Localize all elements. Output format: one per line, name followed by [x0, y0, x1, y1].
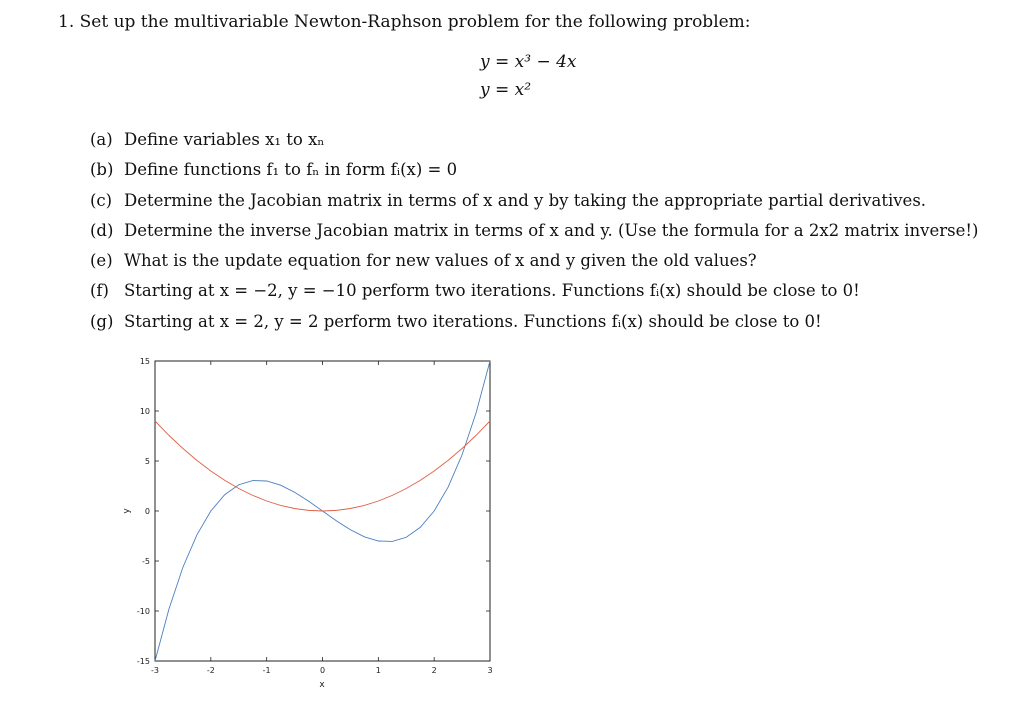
- x-tick-label: -1: [262, 666, 271, 675]
- part-text: What is the update equation for new values of x and y given the old values?: [124, 251, 757, 271]
- part-text: Determine the inverse Jacobian matrix in terms of x and y. (Use the formula for a 2x2 matrix inverse!): [124, 220, 979, 240]
- equation-square: y = x²: [480, 80, 532, 100]
- part-text: Determine the Jacobian matrix in terms of x and y by taking the appropriate partial derivatives.: [124, 190, 927, 210]
- y-tick-label: -10: [136, 607, 150, 616]
- part-text: Define variables x₁ to xₙ: [124, 130, 325, 149]
- y-tick-label: 0: [144, 507, 150, 516]
- y-tick-label: 15: [139, 357, 150, 366]
- y-tick-label: -5: [142, 557, 150, 566]
- x-tick-label: 1: [375, 666, 381, 675]
- part-label: (c): [90, 190, 113, 210]
- y-tick-label: 10: [139, 407, 150, 416]
- x-tick-label: -2: [206, 666, 215, 675]
- y-axis-label: y: [122, 508, 132, 514]
- part-text: Starting at x = −2, y = −10 perform two iterations. Functions fᵢ(x) should be close to 0!: [124, 281, 860, 301]
- part-label: (g): [90, 311, 114, 331]
- part-label: (e): [90, 251, 113, 271]
- x-axis-label: x: [319, 680, 325, 690]
- x-tick-label: -3: [151, 666, 159, 675]
- x-tick-label: 2: [431, 666, 437, 675]
- problem-heading: 1. Set up the multivariable Newton-Raphson problem for the following problem:: [58, 12, 751, 32]
- x-tick-label: 3: [487, 666, 493, 675]
- part-label: (a): [90, 130, 113, 149]
- part-label: (d): [90, 220, 114, 240]
- equation-cubic: y = x³ − 4x: [480, 52, 577, 72]
- part-text: Define functions f₁ to fₙ in form fᵢ(x) = 0: [124, 160, 458, 180]
- x-tick-label: 0: [319, 666, 326, 675]
- part-text: Starting at x = 2, y = 2 perform two iterations. Functions fᵢ(x) should be close to 0!: [124, 311, 822, 331]
- y-tick-label: 5: [144, 457, 150, 466]
- part-label: (b): [90, 160, 114, 180]
- part-label: (f): [90, 281, 109, 301]
- y-tick-label: -15: [136, 657, 150, 666]
